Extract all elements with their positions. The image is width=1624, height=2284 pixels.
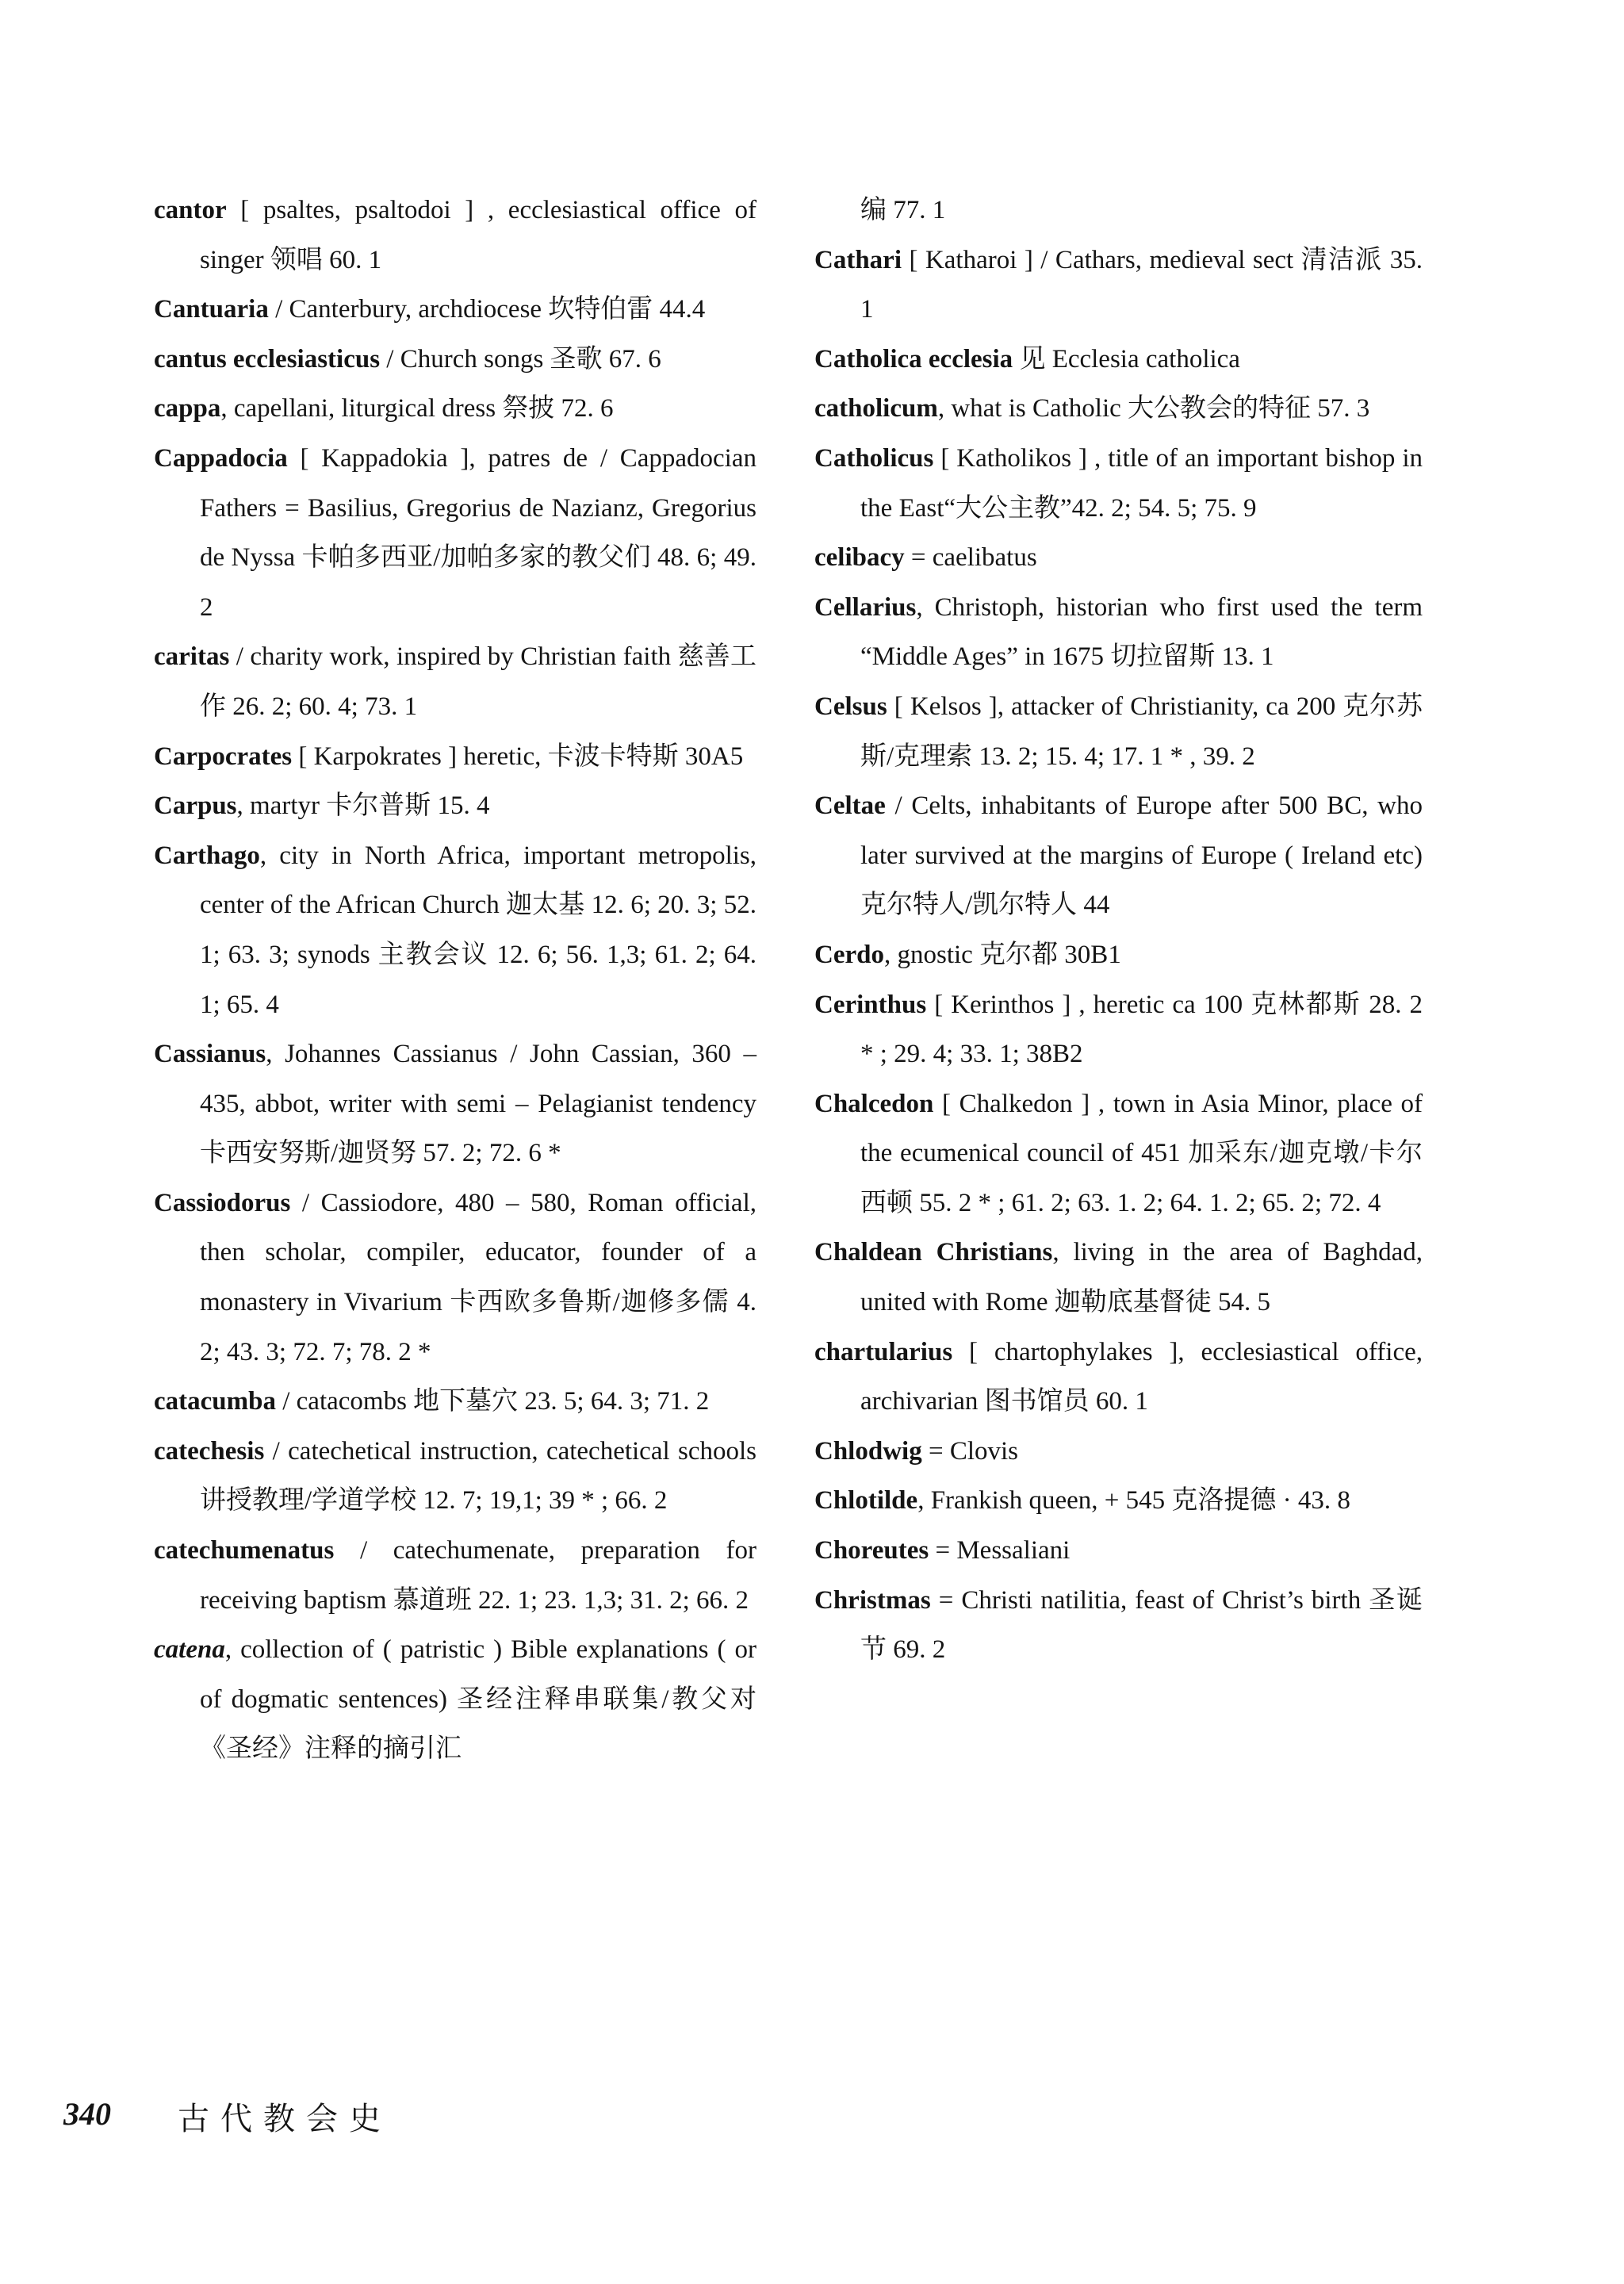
index-entry — [814, 533, 1423, 583]
index-headword: cantus ecclesiasticus — [154, 344, 381, 374]
index-entry-text: = Clovis — [921, 1436, 1019, 1466]
index-entry — [154, 632, 756, 731]
index-entry — [154, 781, 756, 831]
index-entry-text: / Cassiodore, 480 – 580, Roman official, then scholar, compiler, educator, founder of a monastery in Vivarium 卡西欧多鲁斯/迦修多儒 4. 2; 43. 3; 72. 7; 78. 2 * — [200, 1188, 756, 1366]
index-entry — [154, 1377, 756, 1427]
index-headword: catechumenatus — [154, 1536, 335, 1565]
index-entry — [154, 335, 756, 385]
index-entry-text: [ Katholikos ] , title of an important bishop in the East“大公主教”42. 2; 54. 5; 75. 9 — [860, 443, 1423, 523]
index-column-left — [154, 186, 756, 1774]
index-headword: Carthago — [154, 841, 260, 870]
index-entry — [154, 1029, 756, 1178]
index-headword: Cathari — [814, 245, 902, 274]
index-entry-text: / charity work, inspired by Christian faith 慈善工作 26. 2; 60. 4; 73. 1 — [200, 642, 756, 721]
index-headword: Chaldean Christians — [814, 1238, 1053, 1267]
index-headword: Carpus — [154, 791, 237, 821]
index-entry — [814, 682, 1423, 781]
index-headword: Choreutes — [814, 1536, 929, 1565]
index-entry-text: , Christoph, historian who first used the term “Middle Ages” in 1675 切拉留斯 13. 1 — [860, 592, 1423, 672]
index-entry-text: , Johannes Cassianus / John Cassian, 360 – 435, abbot, writer with semi – Pelagianist tendency 卡西安努斯/迦贤努 57. 2; 72. 6 * — [200, 1040, 756, 1168]
index-entry — [814, 1079, 1423, 1228]
index-headword: catechesis — [154, 1436, 265, 1466]
index-headword: Cellarius — [814, 592, 917, 622]
index-headword: Celtae — [814, 791, 886, 821]
index-entry — [814, 335, 1423, 385]
index-headword: Carpocrates — [154, 742, 293, 771]
index-entry-text: [ Katharoi ] / Cathars, medieval sect 清洁派 35. 1 — [860, 245, 1423, 324]
index-entry — [814, 1328, 1423, 1427]
page-number: 340 — [63, 2096, 111, 2132]
index-entry-text: , gnostic 克尔都 30B1 — [883, 940, 1121, 969]
index-entry — [814, 1228, 1423, 1327]
index-headword: Chalcedon — [814, 1089, 934, 1118]
index-entry-text: , martyr 卡尔普斯 15. 4 — [236, 791, 490, 821]
index-entry — [814, 980, 1423, 1079]
index-headword: Cerdo — [814, 940, 884, 969]
index-entry-text: [ Chalkedon ] , town in Asia Minor, place of the ecumenical council of 451 加采东/迦克墩/卡尔西顿 55. 2 * ; 61. 2; 63. 1. 2; 64. 1. 2; 65. 2; 72. 4 — [860, 1089, 1423, 1217]
index-entry-text: [ Karpokrates ] heretic, 卡波卡特斯 30A5 — [292, 742, 744, 771]
index-entry-text: = Messaliani — [929, 1536, 1071, 1565]
index-entry-text: / Church songs 圣歌 67. 6 — [380, 344, 661, 374]
index-headword: Celsus — [814, 692, 887, 721]
index-entry-text: [ psaltes, psaltodoi ] , ecclesiastical office of singer 领唱 60. 1 — [200, 196, 756, 274]
index-entry — [814, 930, 1423, 980]
index-entry — [814, 1476, 1423, 1526]
index-headword: Cassianus — [154, 1040, 266, 1069]
index-headword: Cantuaria — [154, 295, 269, 324]
index-headword: celibacy — [814, 543, 905, 573]
index-entry-text: 编 77. 1 — [860, 196, 946, 224]
index-entry-text: / catechetical instruction, catechetical schools 讲授教理/学道学校 12. 7; 19,1; 39 * ; 66. 2 — [200, 1436, 756, 1516]
index-entry — [814, 384, 1423, 434]
index-entry — [154, 732, 756, 782]
index-headword: Chlotilde — [814, 1486, 918, 1516]
index-headword: Cerinthus — [814, 990, 927, 1019]
index-entry-text: / catacombs 地下墓穴 23. 5; 64. 3; 71. 2 — [275, 1387, 710, 1416]
index-headword: cantor — [154, 196, 227, 224]
index-headword: Catholicus — [814, 443, 934, 473]
index-entry-text: / Celts, inhabitants of Europe after 500 BC, who later survived at the margins of Europe ( Ireland etc) 克尔特人/凯尔特人 44 — [860, 791, 1423, 920]
index-headword: chartularius — [814, 1337, 953, 1366]
index-headword: Christmas — [814, 1585, 931, 1615]
index-entry-text: , living in the area of Baghdad, united with Rome 迦勒底基督徒 54. 5 — [860, 1238, 1423, 1317]
index-headword: catholicum — [814, 394, 938, 423]
index-entry — [154, 1526, 756, 1625]
index-entry — [814, 434, 1423, 533]
index-entry — [814, 186, 1423, 236]
running-title: 古代教会史 — [178, 2101, 392, 2137]
index-entry-text: , Frankish queen, + 545 克洛提德 · 43. 8 — [917, 1486, 1350, 1516]
index-headword: caritas — [154, 642, 230, 672]
index-entry-text: [ chartophylakes ], ecclesiastical office, archivarian 图书馆员 60. 1 — [860, 1337, 1423, 1416]
index-entry-text: [ Kerinthos ] , heretic ca 100 克林都斯 28. 2 * ; 29. 4; 33. 1; 38B2 — [860, 990, 1423, 1069]
index-entry — [154, 1178, 756, 1377]
index-entry-text: , capellani, liturgical dress 祭披 72. 6 — [220, 394, 614, 423]
index-entry-text: , collection of ( patristic ) Bible explanations ( or of dogmatic sentences) 圣经注释串联集/教父对《圣经》注释的摘引汇 — [200, 1635, 756, 1764]
index-entry — [154, 831, 756, 1029]
index-entry-text: [ Kappadokia ], patres de / Cappadocian Fathers = Basilius, Gregorius de Nazianz, Gregorius de Nyssa 卡帕多西亚/加帕多家的教父们 48. 6; 49. 2 — [200, 443, 756, 622]
index-entry — [154, 384, 756, 434]
index-entry — [154, 434, 756, 632]
index-entry — [814, 583, 1423, 682]
index-column-right — [814, 186, 1423, 1675]
index-entry — [814, 781, 1423, 930]
index-entry-text: 见 Ecclesia catholica — [1013, 344, 1240, 374]
index-headword: catena — [154, 1635, 225, 1665]
index-entry — [154, 1625, 756, 1774]
index-entry-text: = caelibatus — [904, 543, 1037, 573]
index-entry — [154, 285, 756, 335]
index-entry-text: / Canterbury, archdiocese 坎特伯雷 44.4 — [268, 295, 706, 324]
index-entry — [154, 1427, 756, 1526]
index-entry — [814, 1427, 1423, 1477]
index-entry-text: = Christi natilitia, feast of Christ’s birth 圣诞节 69. 2 — [860, 1585, 1423, 1665]
index-headword: cappa — [154, 394, 221, 423]
index-entry-text: / catechumenate, preparation for receiving baptism 慕道班 22. 1; 23. 1,3; 31. 2; 66. 2 — [200, 1536, 756, 1615]
index-entry — [814, 236, 1423, 335]
index-entry-text: , city in North Africa, important metropolis, center of the African Church 迦太基 12. 6; 20. 3; 52. 1; 63. 3; synods 主教会议 12. 6; 56. 1,3; 61. 2; 64. 1; 65. 4 — [200, 841, 756, 1019]
index-entry-text: [ Kelsos ], attacker of Christianity, ca 200 克尔苏斯/克理索 13. 2; 15. 4; 17. 1 * , 39. 2 — [860, 692, 1423, 771]
index-headword: Chlodwig — [814, 1436, 922, 1466]
index-headword: catacumba — [154, 1387, 276, 1416]
index-headword: Cappadocia — [154, 443, 288, 473]
index-entry — [814, 1526, 1423, 1576]
index-entry-text: , what is Catholic 大公教会的特征 57. 3 — [937, 394, 1370, 423]
index-entry — [154, 186, 756, 285]
index-headword: Catholica ecclesia — [814, 344, 1013, 374]
index-headword: Cassiodorus — [154, 1188, 291, 1217]
index-entry — [814, 1576, 1423, 1675]
